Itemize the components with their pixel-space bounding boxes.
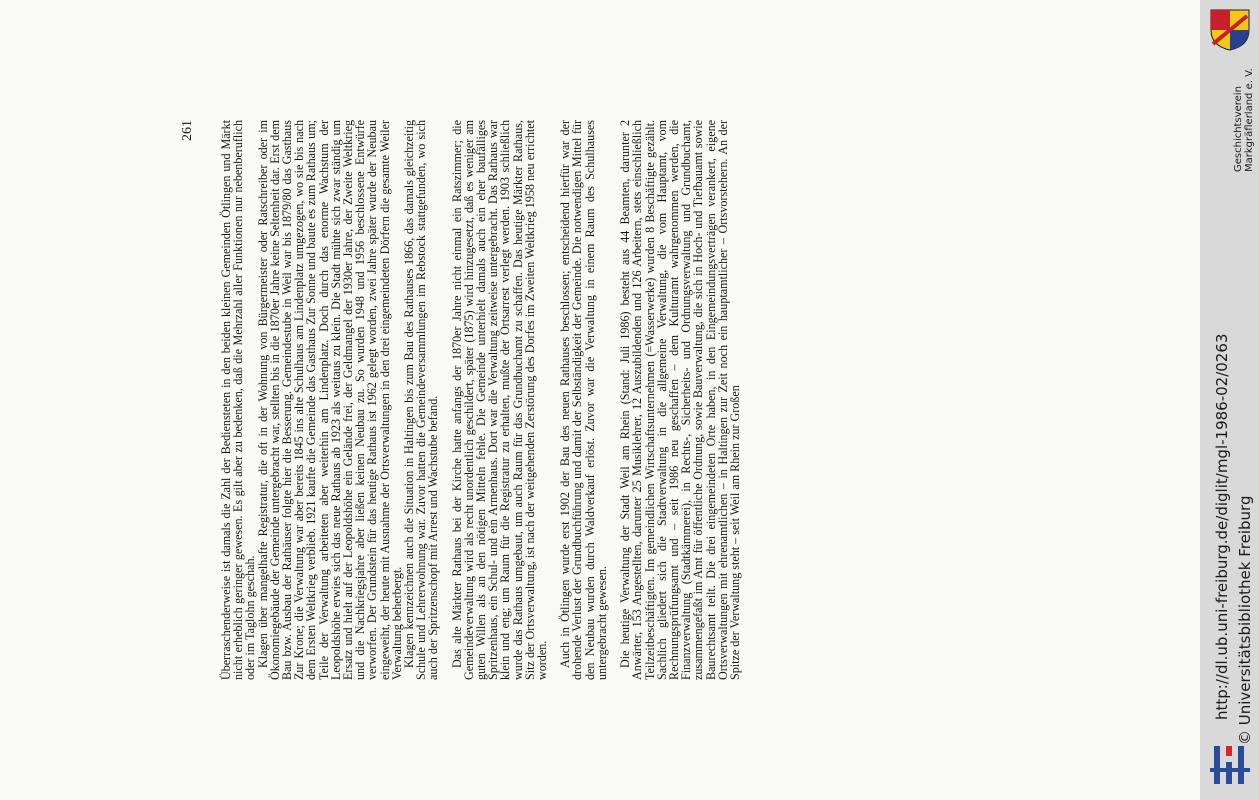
paragraph: Überraschenderweise ist damals die Zahl der Bediensteten in den beiden kleinen Gemeinden Ötlingen und Märkt nicht erheblich geringer gewesen. Es gilt aber zu bedenken, daß die Mehrzahl aller Funktionen nur nebenberuflich oder im Taglohn geschah. bbox=[219, 120, 258, 680]
document-url-link[interactable]: http://dl.ub.uni-freiburg.de/diglit/mgl-1986-02/0263 bbox=[1213, 333, 1231, 720]
university-library-logo-icon bbox=[1208, 742, 1254, 788]
society-name-line2: Markgräflerland e. V. bbox=[1244, 68, 1255, 172]
society-crest-icon bbox=[1207, 6, 1253, 52]
copyright-notice: © Universitätsbibliothek Freiburg bbox=[1236, 495, 1254, 745]
society-name-line1: Geschichtsverein bbox=[1233, 86, 1244, 172]
paragraph: Das alte Märkter Rathaus bei der Kirche hatte anfangs der 1870er Jahre nicht einmal ein Ratszimmer; die Gemeindeverwaltung wird als recht unordentlich geschildert, später (1875) wird hinzugesetzt, daß es weniger am guten Willen als an den nötigen Mitteln fehle. Die Gemeinde unterhielt damals auch ein eher baufälliges Spritzenhaus, ein Schul- und ein Armenhaus. Dort war die Verwaltung zeitweise untergebracht. Das Rathaus war klein und eng; um Raum für die Registratur zu erhalten, mußte der Ortsarrest verlegt werden. 1903 schließlich wurde das Rathaus umgebaut, um auch Raum für das Grundbuchamt zu schaffen. Das heutige Märkter Rathaus, Sitz der Ortsverwaltung, ist nach der weitgehenden Zerstörung des Dorfes im Zweiten Weltkrieg 1958 neu errichtet worden. bbox=[449, 120, 550, 680]
body-text bbox=[220, 120, 741, 680]
paragraph: Auch in Ötlingen wurde erst 1902 der Bau des neuen Rathauses beschlossen; entscheidend hierfür war der drohende Verlust der Grundbuchführung und damit der Selbständigkeit der Gemeinde. Die notwendigen Mittel für den Neubau wurden durch Waldverkauf erlöst. Zuvor war die Verwaltung in einem Raum des Schulhauses untergebracht gewesen. bbox=[558, 120, 609, 680]
paragraph: Klagen über mangelhafte Registratur, die oft in der Wohnung von Bürgermeister oder Ratschreiber oder im Ökonomiegebäude der Gemeinde untergebracht war, stellten bis in die 1870er Jahre keine Seltenheit dar. Erst dem Bau bzw. Ausbau der Rathäuser folgte hier die Besserung. Gemeindestube in Weil war bis 1879/80 das Gasthaus Zur Krone; die Verwaltung war aber bereits 1845 ins alte Schulhaus am Lindenplatz umgezogen, wo sie bis nach dem Ersten Weltkrieg verblieb. 1921 kaufte die Gemeinde das Gasthaus Zur Sonne und baute es zum Rathaus um; Teile der Verwaltung arbeiteten aber weiterhin am Lindenplatz. Doch durch das enorme Wachstum der Leopoldshöhe erwies sich das neue Rathaus ab 1923 als weitaus zu klein. Die Stadt mühte sich zwar ständig um Ersatz und hielt auf der Leopoldshöhe ein Gelände frei, der Geldmangel der 1930er Jahre, der Zweite Weltkrieg und die Nachkriegsjahre aber ließen keinen Neubau zu. So wurden 1948 und 1956 beschlossene Entwürfe verworfen. Der Grundstein für das heutige Rathaus ist 1962 gelegt worden, zwei Jahre später wurde der Neubau eingeweiht, der heute mit Ausnahme der Ortsverwaltungen in den drei eingemeindeten Dörfern die gesamte Weiler Verwaltung beherbergt. bbox=[255, 120, 404, 680]
book-page bbox=[120, 80, 1080, 720]
page-number: 261 bbox=[180, 120, 195, 141]
paragraph: Klagen kennzeichnen auch die Situation in Haltingen bis zum Bau des Rathauses 1866, das damals gleichzeitig Schule und Lehrerwohnung war. Zuvor hatten die Gemeindeversammlungen im Rebstock stattgefunden, wo sich auch der Spritzenschopf mit Arrest und Wachstube befand. bbox=[402, 120, 441, 680]
paragraph: Die heutige Verwaltung der Stadt Weil am Rhein (Stand: Juli 1986) besteht aus 44 Beamten, darunter 2 Anwärter, 153 Angestellten, darunter 25 Musiklehrer, 12 Auszubildenden und 126 Arbeitern, stets einschließlich Teilzeitbeschäftigten. Im gemeindlichen Wirtschaftsunternehmen (=Wasserwerke) wurden 8 Beschäftigte gezählt. Sachlich gliedert sich die Stadtverwaltung in die allgemeine Verwaltung, die vom Hauptamt, vom Rechnungsprüfungsamt und – seit 1986 neu geschaffen – dem Kulturamt wahrgenommen werden, die Finanzverwaltung (Stadtkämmerei), in Rechts-, Sicherheits- und Ordnungsverwaltung und Grundbuchamt, zusammengefaßt im Amt für öffentliche Ordnung, sowie Bauverwaltung, die sich in Hoch- und Tiefbauamt sowie Baurechtsamt teilt. Die drei eingemeindeten Orte haben, in den Eingemeindungsverträgen verankert, eigene Ortsverwaltungen mit ehrenamtlichen – in Haltingen zur Zeit noch ein hauptamtlicher – Ortsvorstehern. An der Spitze der Verwaltung steht – seit Weil am Rhein zur Großen bbox=[618, 120, 742, 680]
